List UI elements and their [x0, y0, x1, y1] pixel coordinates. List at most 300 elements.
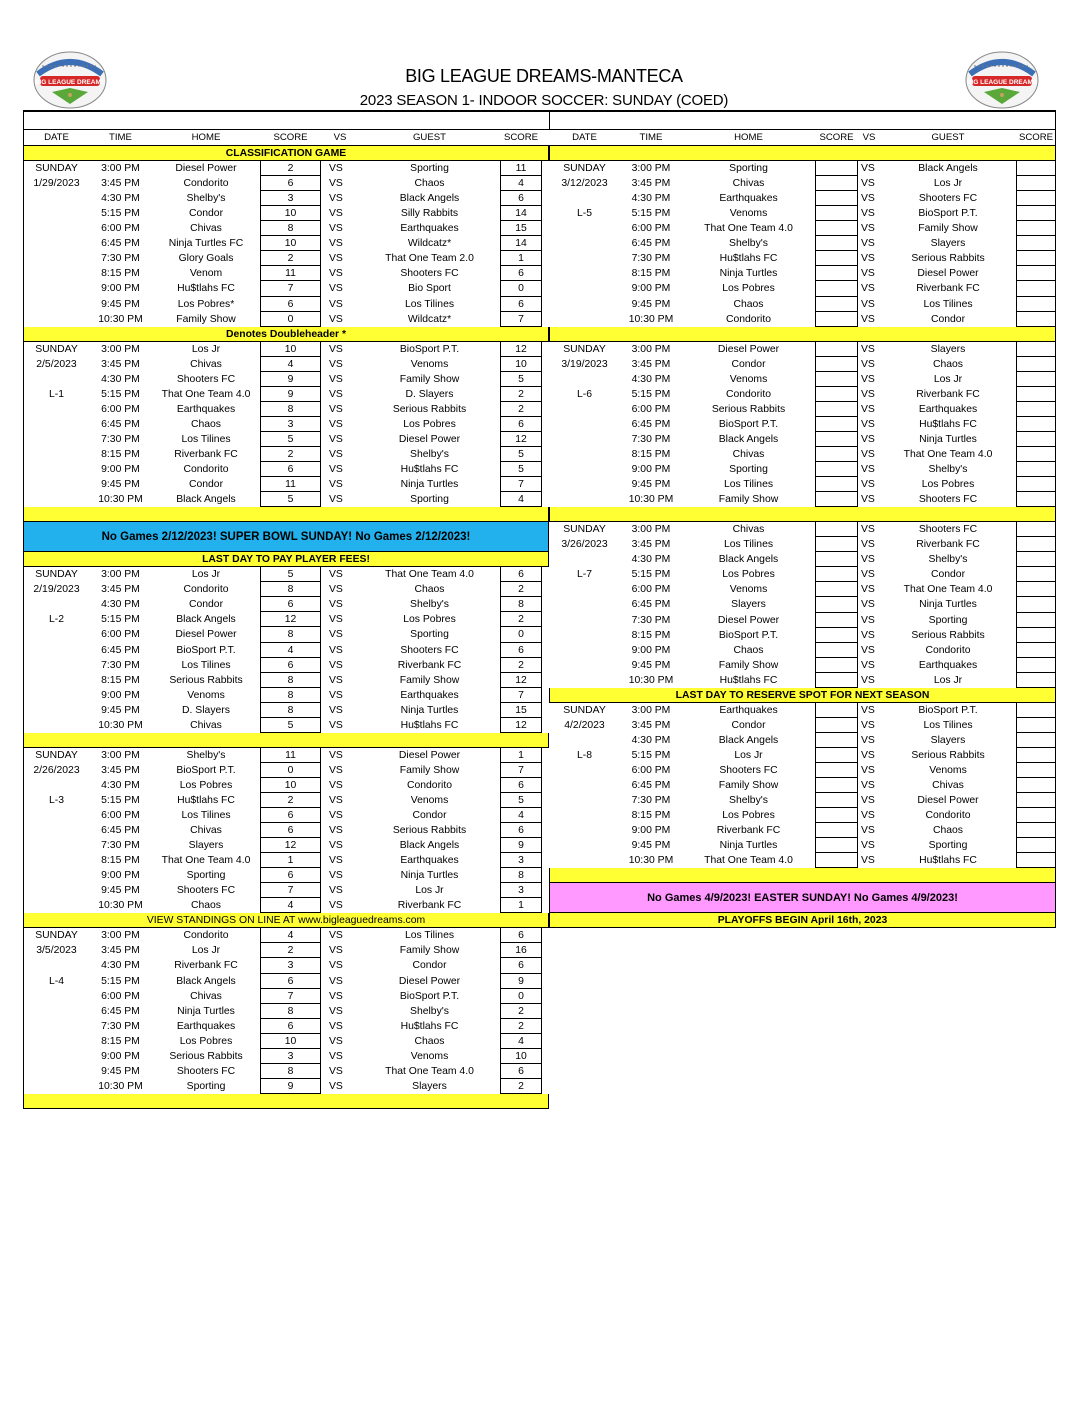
home-team: Family Show: [176, 313, 236, 325]
game-time: 4:30 PM: [101, 599, 140, 611]
guest-score: [1016, 853, 1056, 868]
vs-label: VS: [861, 223, 875, 235]
vs-label: VS: [861, 464, 875, 476]
game-time: 5:15 PM: [101, 388, 140, 400]
date-cell: [24, 251, 89, 266]
game-time: 10:30 PM: [98, 494, 143, 506]
vs-label: VS: [329, 1005, 343, 1017]
home-team: Slayers: [731, 599, 766, 611]
guest-team: Family Show: [399, 764, 460, 776]
game-date: 3/12/2023: [561, 178, 608, 190]
home-score: [815, 236, 858, 251]
game-row: [24, 838, 549, 853]
game-row: [24, 206, 549, 221]
home-team: Family Show: [718, 780, 779, 792]
guest-team: Serious Rabbits: [392, 825, 467, 837]
guest-score: [1016, 492, 1056, 507]
league-week-label: L-4: [48, 975, 65, 987]
game-row: [549, 492, 1055, 507]
home-score: 9: [260, 372, 321, 387]
vs-label: VS: [329, 418, 343, 430]
game-row: [24, 462, 549, 477]
guest-score: 0: [500, 627, 542, 642]
guest-score: 6: [500, 417, 542, 432]
guest-team: Los Jr: [933, 674, 963, 686]
game-time: 7:30 PM: [631, 433, 671, 445]
guest-team: BioSport P.T.: [399, 990, 460, 1002]
date-cell: [24, 447, 89, 462]
home-team: Los Pobres: [722, 283, 775, 295]
guest-team: Chaos: [414, 1035, 445, 1047]
game-time: 7:30 PM: [631, 614, 671, 626]
guest-score: 12: [500, 342, 542, 357]
day-label: SUNDAY: [563, 704, 606, 716]
home-team: Venom: [189, 268, 223, 280]
home-team: Earthquakes: [719, 193, 778, 205]
date-cell: [24, 597, 89, 612]
vs-label: VS: [861, 840, 875, 852]
header-vs: VS: [333, 132, 347, 143]
game-row: [24, 1034, 549, 1049]
guest-team: Condorito: [406, 779, 453, 791]
game-row: [549, 597, 1055, 612]
guest-score: 3: [500, 853, 542, 868]
vs-label: VS: [861, 388, 875, 400]
game-time: 5:15 PM: [631, 569, 671, 581]
header-guest: GUEST: [412, 132, 447, 143]
game-time: 9:00 PM: [631, 825, 671, 837]
league-week-label: L-3: [48, 794, 65, 806]
guest-team: Hu$tlahs FC: [919, 418, 977, 430]
game-time: 9:45 PM: [101, 479, 140, 491]
home-score: [815, 281, 858, 296]
guest-score: 15: [500, 703, 542, 718]
guest-score: 8: [500, 868, 542, 883]
game-time: 5:15 PM: [631, 749, 671, 761]
game-time: 4:30 PM: [101, 373, 140, 385]
home-team: Los Jr: [191, 945, 221, 957]
guest-team: Serious Rabbits: [392, 403, 467, 415]
game-time: 5:15 PM: [631, 208, 671, 220]
game-time: 7:30 PM: [631, 253, 671, 265]
game-time: 10:30 PM: [98, 1080, 143, 1092]
game-row: [549, 582, 1055, 597]
vs-label: VS: [861, 614, 875, 626]
home-score: 6: [260, 597, 321, 612]
home-score: [815, 447, 858, 462]
vs-label: VS: [861, 855, 875, 867]
home-team: Condorito: [183, 464, 229, 476]
vs-label: VS: [329, 208, 343, 220]
home-team: Earthquakes: [176, 403, 236, 415]
guest-team: Earthquakes: [918, 403, 978, 415]
week-block: [549, 703, 1056, 869]
guest-team: Los Tilines: [923, 298, 973, 310]
guest-team: Condor: [930, 313, 966, 325]
home-score: 2: [260, 161, 321, 176]
game-row: [24, 688, 549, 703]
game-row: [549, 552, 1055, 567]
guest-score: [1016, 733, 1056, 748]
game-time: 6:45 PM: [101, 238, 140, 250]
guest-team: Earthquakes: [400, 855, 459, 867]
vs-label: VS: [329, 689, 343, 701]
day-label: SUNDAY: [563, 163, 606, 175]
header-home: HOME: [734, 132, 763, 143]
guest-score: 6: [500, 191, 542, 206]
home-team: Glory Goals: [178, 253, 234, 265]
home-team: Condor: [731, 719, 766, 731]
home-score: [815, 161, 858, 176]
home-team: Chaos: [190, 900, 222, 912]
guest-score: 6: [500, 297, 542, 312]
game-time: 8:15 PM: [631, 629, 671, 641]
vs-label: VS: [329, 268, 343, 280]
vs-label: VS: [329, 599, 343, 611]
guest-score: [1016, 462, 1056, 477]
home-score: [815, 628, 858, 643]
guest-score: 4: [500, 808, 542, 823]
guest-team: That One Team 4.0: [903, 448, 993, 460]
guest-team: Black Angels: [918, 163, 978, 175]
spacer-band: [23, 507, 549, 522]
guest-team: Diesel Power: [398, 433, 461, 445]
guest-score: 9: [500, 974, 542, 989]
home-score: [815, 703, 858, 718]
game-date: 4/2/2023: [564, 719, 605, 731]
guest-score: 6: [500, 266, 542, 281]
right-schedule-body: [549, 146, 1056, 928]
game-row: [24, 853, 549, 868]
home-score: 11: [260, 477, 321, 492]
week-block: [549, 342, 1056, 508]
home-team: BioSport P.T.: [176, 764, 236, 776]
vs-label: VS: [329, 930, 343, 942]
vs-label: VS: [329, 749, 343, 761]
date-cell: [24, 688, 89, 703]
date-cell: [24, 778, 89, 793]
schedule-right-column: [549, 130, 1056, 928]
guest-score: [1016, 312, 1056, 327]
guest-team: Venoms: [410, 794, 449, 806]
guest-team: Shelby's: [410, 448, 449, 460]
guest-score: 9: [500, 838, 542, 853]
row-gap: [542, 1019, 550, 1034]
game-row: [24, 221, 549, 236]
game-row: [549, 266, 1055, 281]
guest-team: Los Jr: [415, 885, 444, 897]
header-time: TIME: [109, 132, 132, 143]
guest-score: [1016, 567, 1056, 582]
header-time: TIME: [639, 132, 663, 143]
game-row: [24, 447, 549, 462]
guest-score: 2: [500, 1019, 542, 1034]
game-row: [24, 943, 549, 958]
guest-team: Los Tilines: [404, 298, 455, 310]
week-block: [23, 928, 549, 1094]
league-week-label: L-2: [48, 614, 65, 626]
home-score: 10: [260, 236, 321, 251]
date-cell: [549, 266, 620, 281]
game-row: [24, 176, 549, 191]
header-guest-score: SCORE: [503, 132, 539, 143]
vs-label: VS: [861, 704, 875, 716]
day-label: SUNDAY: [35, 343, 78, 355]
home-score: 11: [260, 266, 321, 281]
vs-label: VS: [329, 990, 343, 1002]
date-cell: [549, 281, 620, 296]
home-team: Diesel Power: [717, 614, 780, 626]
vs-label: VS: [861, 659, 875, 671]
game-time: 9:45 PM: [101, 298, 140, 310]
guest-team: Los Tilines: [923, 719, 973, 731]
guest-team: Los Jr: [933, 178, 963, 190]
home-team: That One Team 4.0: [161, 388, 251, 400]
guest-team: Family Show: [399, 945, 460, 957]
home-team: Condorito: [725, 313, 772, 325]
guest-team: Diesel Power: [917, 795, 979, 807]
guest-score: [1016, 658, 1056, 673]
game-row: [549, 793, 1055, 808]
game-time: 6:00 PM: [101, 810, 140, 822]
guest-score: [1016, 221, 1056, 236]
game-time: 9:00 PM: [631, 464, 671, 476]
game-row: [24, 251, 549, 266]
guest-score: [1016, 236, 1056, 251]
guest-team: Family Show: [399, 373, 460, 385]
notice-band: PLAYOFFS BEGIN April 16th, 2023: [549, 913, 1056, 928]
game-date: 3/26/2023: [561, 539, 608, 551]
game-row: [549, 417, 1055, 432]
home-score: [815, 251, 858, 266]
game-row: [24, 763, 549, 778]
guest-team: Ninja Turtles: [919, 433, 977, 445]
home-team: Condorito: [183, 178, 229, 190]
vs-label: VS: [329, 629, 343, 641]
game-row: [24, 883, 549, 898]
home-score: [815, 357, 858, 372]
guest-score: 2: [500, 1079, 542, 1094]
game-time: 8:15 PM: [631, 448, 671, 460]
home-score: [815, 176, 858, 191]
guest-score: 4: [500, 1034, 542, 1049]
home-team: Black Angels: [176, 494, 236, 506]
date-cell: [549, 823, 620, 838]
home-team: Los Tilines: [181, 810, 231, 822]
guest-score: 2: [500, 1004, 542, 1019]
home-score: 6: [260, 176, 321, 191]
day-label: SUNDAY: [35, 749, 78, 761]
game-time: 9:45 PM: [631, 479, 671, 491]
date-cell: [549, 853, 620, 868]
guest-score: 16: [500, 943, 542, 958]
date-cell: [24, 823, 89, 838]
game-time: 9:00 PM: [101, 870, 140, 882]
home-score: 6: [260, 462, 321, 477]
guest-team: Hu$tlahs FC: [400, 464, 459, 476]
home-score: 6: [260, 297, 321, 312]
guest-score: [1016, 778, 1056, 793]
game-time: 7:30 PM: [101, 840, 140, 852]
vs-label: VS: [861, 734, 875, 746]
game-row: [24, 432, 549, 447]
vs-label: VS: [329, 223, 343, 235]
guest-team: Condor: [412, 960, 447, 972]
guest-team: Wildcatz*: [407, 313, 452, 325]
home-team: Chivas: [190, 223, 222, 235]
spacer-band: [23, 1094, 549, 1109]
home-score: [815, 402, 858, 417]
home-score: 9: [260, 387, 321, 402]
guest-team: That One Team 2.0: [385, 253, 474, 265]
guest-team: Shooters FC: [400, 644, 459, 656]
guest-team: Riverbank FC: [916, 283, 980, 295]
vs-label: VS: [861, 810, 875, 822]
date-cell: [24, 627, 89, 642]
home-team: Riverbank FC: [174, 448, 238, 460]
home-team: Diesel Power: [717, 343, 780, 355]
home-score: 3: [260, 958, 321, 973]
game-time: 9:45 PM: [101, 704, 140, 716]
game-time: 3:00 PM: [101, 343, 140, 355]
home-score: [815, 808, 858, 823]
home-team: Chivas: [732, 178, 765, 190]
home-score: 12: [260, 838, 321, 853]
game-time: 8:15 PM: [101, 268, 140, 280]
game-time: 3:45 PM: [631, 719, 671, 731]
home-score: 6: [260, 974, 321, 989]
date-cell: [24, 898, 89, 913]
date-cell: [549, 492, 620, 507]
game-time: 4:30 PM: [101, 193, 140, 205]
date-cell: [549, 733, 620, 748]
home-score: [815, 763, 858, 778]
date-cell: [24, 1019, 89, 1034]
game-row: [24, 1019, 549, 1034]
game-row: [549, 733, 1055, 748]
vs-label: VS: [861, 373, 875, 385]
game-row: [549, 537, 1055, 552]
game-row: [549, 432, 1055, 447]
guest-team: Condorito: [925, 810, 971, 822]
guest-score: 0: [500, 281, 542, 296]
home-score: [815, 492, 858, 507]
date-cell: [549, 372, 620, 387]
game-row: [549, 357, 1055, 372]
vs-label: VS: [329, 163, 343, 175]
vs-label: VS: [861, 780, 875, 792]
home-score: [815, 477, 858, 492]
vs-label: VS: [861, 403, 875, 415]
home-score: [815, 748, 858, 763]
guest-score: 12: [500, 673, 542, 688]
game-time: 8:15 PM: [101, 448, 140, 460]
guest-score: 5: [500, 372, 542, 387]
guest-score: [1016, 417, 1056, 432]
guest-team: Los Pobres: [921, 479, 975, 491]
home-score: 5: [260, 492, 321, 507]
home-score: [815, 462, 858, 477]
home-team: Black Angels: [718, 433, 779, 445]
date-cell: [24, 658, 89, 673]
header-date: DATE: [44, 132, 69, 143]
game-row: [549, 297, 1055, 312]
home-score: 10: [260, 778, 321, 793]
home-team: BioSport P.T.: [718, 629, 779, 641]
date-cell: [24, 281, 89, 296]
game-time: 3:45 PM: [101, 584, 140, 596]
guest-score: [1016, 763, 1056, 778]
date-cell: [549, 597, 620, 612]
guest-team: Silly Rabbits: [400, 208, 459, 220]
row-gap: [542, 1064, 550, 1079]
week-block: [549, 522, 1056, 688]
guest-score: [1016, 357, 1056, 372]
date-cell: [24, 372, 89, 387]
game-row: [549, 236, 1055, 251]
week-block: [549, 161, 1056, 327]
game-row: [549, 447, 1055, 462]
date-cell: [549, 477, 620, 492]
vs-label: VS: [329, 464, 343, 476]
guest-team: BioSport P.T.: [918, 704, 978, 716]
vs-label: VS: [861, 163, 875, 175]
home-score: [815, 582, 858, 597]
date-cell: [24, 1004, 89, 1019]
game-time: 6:45 PM: [631, 238, 671, 250]
game-row: [549, 191, 1055, 206]
vs-label: VS: [329, 960, 343, 972]
vs-label: VS: [861, 554, 875, 566]
league-week-label: L-7: [576, 569, 593, 581]
guest-score: 2: [500, 582, 542, 597]
home-score: [815, 567, 858, 582]
guest-score: 5: [500, 793, 542, 808]
game-row: [549, 613, 1055, 628]
home-score: [815, 823, 858, 838]
row-gap: [542, 1004, 550, 1019]
header-home: HOME: [191, 132, 221, 143]
home-score: [815, 838, 858, 853]
date-cell: [24, 432, 89, 447]
guest-team: Earthquakes: [918, 659, 978, 671]
home-team: Los Jr: [734, 749, 763, 761]
game-row: [24, 673, 549, 688]
guest-team: BioSport P.T.: [918, 208, 978, 220]
game-row: [549, 477, 1055, 492]
game-time: 9:45 PM: [631, 298, 671, 310]
game-time: 6:45 PM: [631, 418, 671, 430]
header-score: SCORE: [273, 132, 308, 143]
game-row: [24, 492, 549, 507]
home-score: [815, 221, 858, 236]
game-row: [24, 191, 549, 206]
header-vs: VS: [862, 132, 876, 143]
home-score: 2: [260, 251, 321, 266]
home-score: [815, 537, 858, 552]
home-team: Serious Rabbits: [169, 1050, 243, 1062]
row-gap: [542, 958, 550, 973]
guest-score: [1016, 281, 1056, 296]
guest-team: Slayers: [412, 1080, 447, 1092]
date-cell: [549, 763, 620, 778]
game-time: 3:00 PM: [631, 524, 671, 536]
guest-score: [1016, 748, 1056, 763]
game-row: [24, 1049, 549, 1064]
home-score: [815, 191, 858, 206]
guest-score: 12: [500, 718, 542, 733]
guest-team: Shooters FC: [918, 494, 978, 506]
